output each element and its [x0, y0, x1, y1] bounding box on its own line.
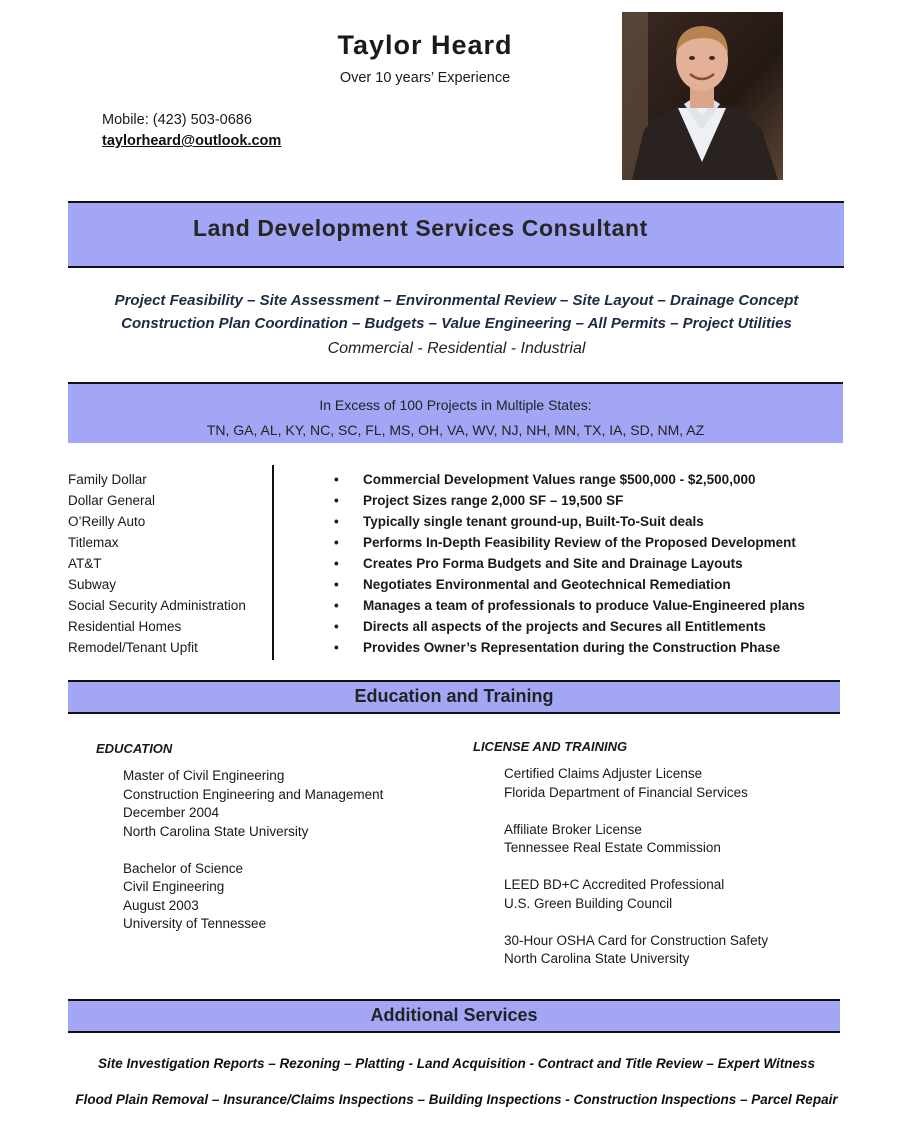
license-name: Affiliate Broker License: [504, 821, 642, 837]
additional-heading-bar: [68, 999, 840, 1033]
client-item: O’Reilly Auto: [68, 514, 146, 529]
license-issuer: U.S. Green Building Council: [504, 895, 673, 911]
degree-date: August 2003: [123, 897, 199, 913]
experience-subtitle: Over 10 years’ Experience: [339, 70, 511, 86]
degree-name: Bachelor of Science: [123, 860, 244, 876]
highlight-item: • Typically single tenant ground-up, Built-To-Suit deals: [334, 514, 704, 529]
sectors-line: Commercial - Residential - Industrial: [327, 340, 586, 357]
education-heading-bar: [68, 680, 840, 714]
degree-date: December 2004: [123, 805, 220, 820]
services-line-1: Site Investigation Reports – Rezoning – Platting - Land Acquisition - Contract and Title Review – Expert Witness: [98, 1056, 815, 1071]
license-name: 30-Hour OSHA Card for Construction Safety: [504, 932, 769, 948]
highlight-item: • Manages a team of professionals to produce Value-Engineered plans: [334, 598, 805, 613]
bullet-icon: •: [334, 514, 339, 529]
bullet-icon: •: [334, 472, 339, 487]
degree-field: Civil Engineering: [123, 879, 225, 894]
mobile-number: Mobile: (423) 503-0686: [102, 112, 252, 128]
services-line-2: Flood Plain Removal – Insurance/Claims Inspections – Building Inspections - Construction Inspections – Parcel Repair: [75, 1092, 838, 1107]
bullet-icon: •: [334, 619, 339, 634]
license-name: LEED BD+C Accredited Professional: [504, 877, 725, 892]
client-item: Residential Homes: [68, 619, 182, 634]
client-item: AT&T: [68, 556, 102, 571]
degree-field: Construction Engineering and Management: [123, 786, 384, 802]
license-list: [504, 766, 768, 970]
highlight-item: • Performs In-Depth Feasibility Review of the Proposed Development: [334, 535, 796, 550]
skills-line-1: Project Feasibility – Site Assessment – Environmental Review – Site Layout – Drainage Concept: [114, 292, 799, 309]
highlight-item: • Creates Pro Forma Budgets and Site and Drainage Layouts: [334, 556, 743, 571]
degree-name: Master of Civil Engineering: [123, 768, 285, 783]
email-link[interactable]: taylorheard@outlook.com: [102, 133, 282, 149]
bullet-icon: •: [334, 640, 339, 655]
bullet-icon: •: [334, 598, 339, 613]
highlights-list: [334, 471, 805, 660]
section-heading: Education and Training: [354, 686, 554, 706]
bullet-icon: •: [334, 556, 339, 571]
profile-photo: [622, 12, 783, 180]
client-item: Dollar General: [68, 493, 156, 508]
portrait-image: [622, 12, 783, 180]
states-list: TN, GA, AL, KY, NC, SC, FL, MS, OH, VA, WV, NJ, NH, MN, TX, IA, SD, NM, AZ: [206, 422, 705, 438]
title-bar: [68, 201, 844, 268]
education-list: [123, 768, 383, 935]
column-divider: [272, 465, 274, 660]
license-name: Certified Claims Adjuster License: [504, 766, 703, 781]
client-item: Subway: [68, 577, 117, 592]
highlight-item: • Provides Owner’s Representation during the Construction Phase: [334, 640, 781, 655]
license-issuer: Tennessee Real Estate Commission: [504, 840, 721, 855]
license-issuer: North Carolina State University: [504, 951, 690, 966]
license-issuer: Florida Department of Financial Services: [504, 784, 748, 800]
job-title: Land Development Services Consultant: [193, 215, 648, 241]
skills-line-2: Construction Plan Coordination – Budgets – Value Engineering – All Permits – Project Utilities: [121, 315, 792, 332]
highlight-item: • Directs all aspects of the projects and Secures all Entitlements: [334, 619, 766, 634]
bullet-icon: •: [334, 493, 339, 508]
projects-bar: [68, 382, 843, 443]
highlight-item: • Project Sizes range 2,000 SF – 19,500 SF: [334, 493, 624, 508]
highlight-item: • Negotiates Environmental and Geotechnical Remediation: [334, 577, 731, 592]
bullet-icon: •: [334, 535, 339, 550]
bullet-icon: •: [334, 577, 339, 592]
education-label: EDUCATION: [96, 741, 173, 756]
clients-list: [68, 471, 246, 660]
client-item: Social Security Administration: [68, 598, 246, 613]
client-item: Remodel/Tenant Upfit: [68, 640, 198, 655]
candidate-name: Taylor Heard: [337, 30, 513, 60]
client-item: Family Dollar: [68, 472, 147, 487]
degree-school: North Carolina State University: [123, 823, 309, 839]
degree-school: University of Tennessee: [123, 916, 267, 931]
client-item: Titlemax: [68, 535, 119, 550]
projects-summary: In Excess of 100 Projects in Multiple States:: [319, 397, 592, 413]
section-heading: Additional Services: [370, 1005, 538, 1025]
license-label: LICENSE AND TRAINING: [473, 739, 628, 754]
highlight-item: • Commercial Development Values range $500,000 - $2,500,000: [334, 472, 756, 487]
